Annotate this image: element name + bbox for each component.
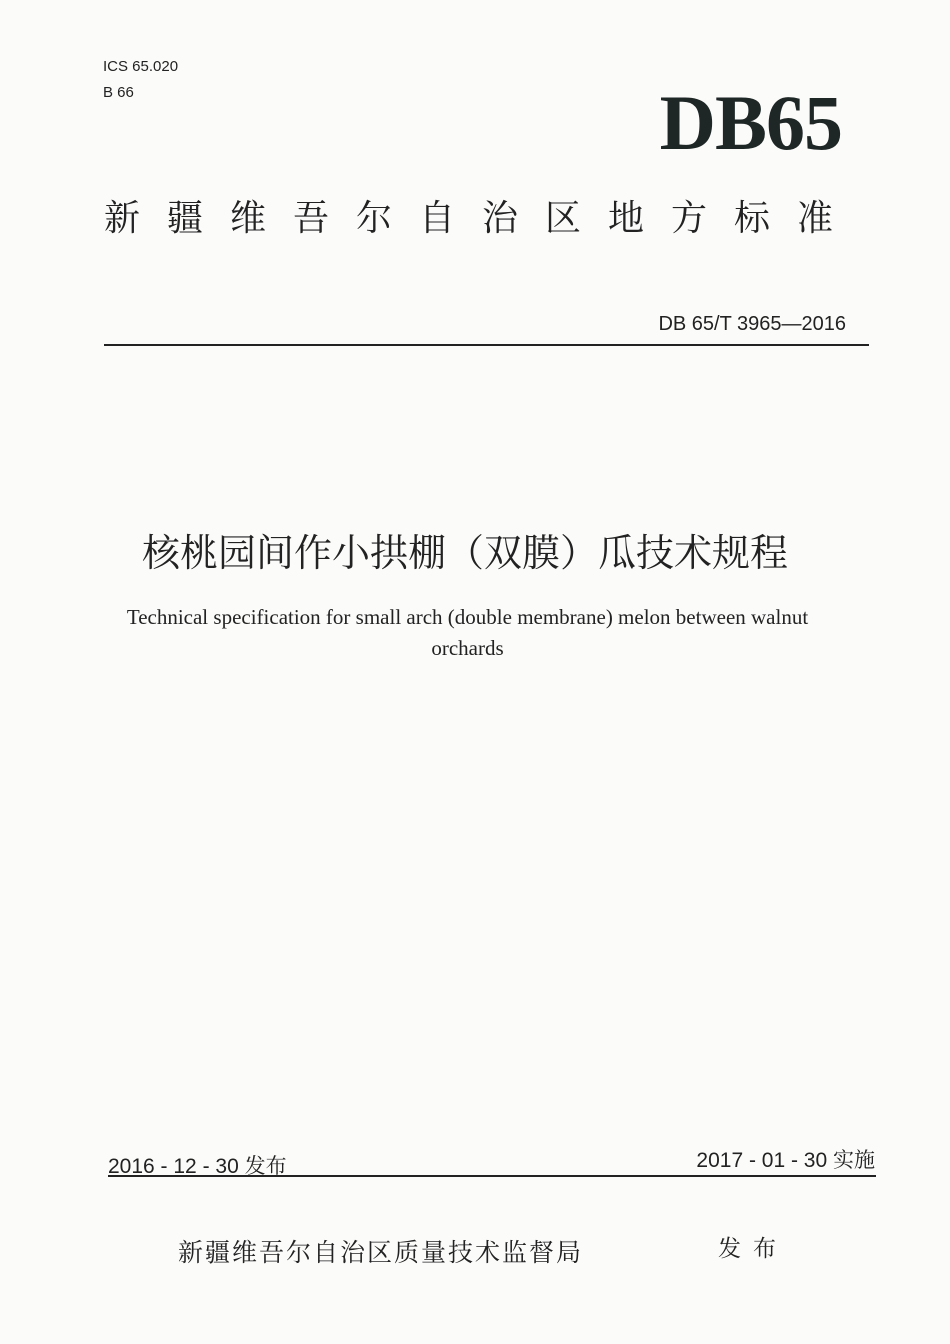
ics-code: ICS 65.020	[103, 58, 179, 75]
title-chinese: 核桃园间作小拱棚（双膜）瓜技术规程	[141, 533, 788, 575]
implement-date: 2017 - 01 - 30 实施	[696, 1149, 875, 1172]
ccs-code: B 66	[103, 84, 134, 101]
issuer: 新疆维吾尔自治区质量技术监督局	[178, 1239, 584, 1267]
publish-date: 2016 - 12 - 30 发布	[108, 1155, 287, 1178]
header-divider	[104, 344, 869, 346]
issue-label: 发布	[718, 1235, 788, 1261]
standard-category: 新疆维吾尔自治区地方标准	[104, 197, 861, 238]
date-divider	[108, 1175, 876, 1177]
standard-number: DB 65/T 3965—2016	[658, 313, 846, 335]
standard-logo: DB65	[659, 79, 842, 166]
title-english: Technical specification for small arch (double membrane) melon between walnut orchards	[126, 605, 809, 660]
